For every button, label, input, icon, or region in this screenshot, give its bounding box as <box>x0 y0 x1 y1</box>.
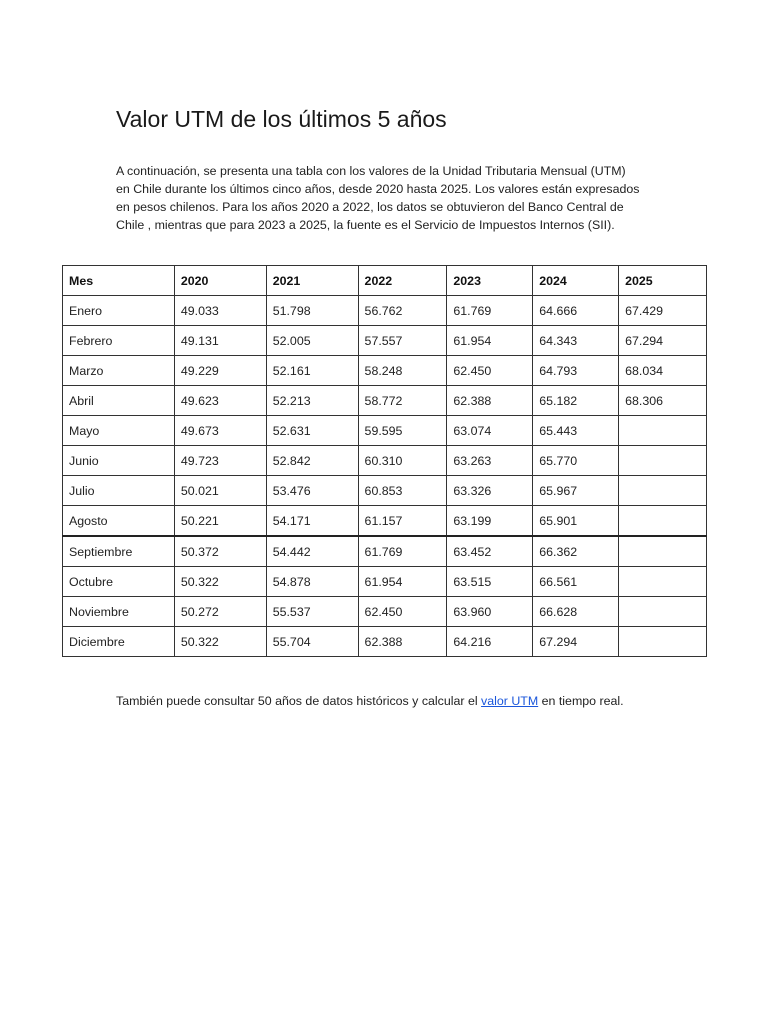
utm-value-cell: 52.842 <box>266 446 358 476</box>
utm-value-cell: 49.229 <box>174 356 266 386</box>
utm-value-cell <box>619 597 707 627</box>
utm-value-cell: 51.798 <box>266 296 358 326</box>
header-2025: 2025 <box>619 266 707 296</box>
table-row <box>63 506 707 537</box>
utm-value-cell: 52.161 <box>266 356 358 386</box>
utm-value-cell: 52.005 <box>266 326 358 356</box>
header-2024: 2024 <box>533 266 619 296</box>
utm-value-cell <box>619 446 707 476</box>
utm-values-table <box>62 265 707 657</box>
utm-value-cell: 54.878 <box>266 567 358 597</box>
header-2023: 2023 <box>447 266 533 296</box>
utm-value-cell: 65.967 <box>533 476 619 506</box>
utm-value-cell: 50.372 <box>174 536 266 567</box>
table-row <box>63 296 707 326</box>
utm-value-cell: 64.793 <box>533 356 619 386</box>
utm-value-cell: 64.666 <box>533 296 619 326</box>
header-mes: Mes <box>63 266 175 296</box>
table-header-row <box>63 266 707 296</box>
month-cell: Diciembre <box>63 627 175 657</box>
month-cell: Marzo <box>63 356 175 386</box>
utm-value-cell: 65.182 <box>533 386 619 416</box>
utm-value-cell: 58.772 <box>358 386 447 416</box>
table-row <box>63 536 707 567</box>
intro-line: en Chile durante los últimos cinco años, desde 2020 hasta 2025. Los valores están expresados <box>116 182 640 196</box>
utm-value-cell: 49.131 <box>174 326 266 356</box>
month-cell: Mayo <box>63 416 175 446</box>
utm-value-cell: 66.362 <box>533 536 619 567</box>
utm-value-cell: 61.157 <box>358 506 447 537</box>
table-row <box>63 476 707 506</box>
utm-value-cell: 62.388 <box>358 627 447 657</box>
utm-value-cell: 50.272 <box>174 597 266 627</box>
table-row <box>63 386 707 416</box>
utm-value-cell: 63.199 <box>447 506 533 537</box>
utm-value-cell: 68.034 <box>619 356 707 386</box>
utm-value-cell: 62.388 <box>447 386 533 416</box>
table-row <box>63 567 707 597</box>
utm-value-cell: 63.074 <box>447 416 533 446</box>
month-cell: Octubre <box>63 567 175 597</box>
utm-value-cell: 52.213 <box>266 386 358 416</box>
utm-value-cell: 65.901 <box>533 506 619 537</box>
utm-value-cell: 66.561 <box>533 567 619 597</box>
footer-text-after: en tiempo real. <box>538 694 624 708</box>
utm-value-cell: 49.723 <box>174 446 266 476</box>
utm-value-cell: 56.762 <box>358 296 447 326</box>
utm-value-cell: 50.322 <box>174 627 266 657</box>
utm-value-cell: 61.954 <box>358 567 447 597</box>
utm-value-cell: 50.221 <box>174 506 266 537</box>
utm-value-cell: 49.033 <box>174 296 266 326</box>
utm-value-cell: 63.452 <box>447 536 533 567</box>
utm-value-cell: 64.216 <box>447 627 533 657</box>
utm-value-cell: 68.306 <box>619 386 707 416</box>
utm-value-cell: 65.770 <box>533 446 619 476</box>
utm-value-cell: 54.171 <box>266 506 358 537</box>
utm-value-cell: 59.595 <box>358 416 447 446</box>
footer-note <box>116 694 624 708</box>
utm-value-cell: 49.673 <box>174 416 266 446</box>
month-cell: Enero <box>63 296 175 326</box>
month-cell: Septiembre <box>63 536 175 567</box>
utm-value-cell: 57.557 <box>358 326 447 356</box>
header-2021: 2021 <box>266 266 358 296</box>
utm-value-cell: 49.623 <box>174 386 266 416</box>
utm-value-cell: 50.021 <box>174 476 266 506</box>
intro-line: A continuación, se presenta una tabla con los valores de la Unidad Tributaria Mensual (UTM) <box>116 164 626 178</box>
utm-value-cell: 63.263 <box>447 446 533 476</box>
utm-value-cell: 62.450 <box>447 356 533 386</box>
utm-value-cell: 54.442 <box>266 536 358 567</box>
table-row <box>63 326 707 356</box>
table-row <box>63 356 707 386</box>
intro-paragraph <box>116 162 656 234</box>
utm-value-cell: 55.704 <box>266 627 358 657</box>
page-title: Valor UTM de los últimos 5 años <box>116 106 447 132</box>
utm-value-cell: 50.322 <box>174 567 266 597</box>
utm-value-cell: 61.954 <box>447 326 533 356</box>
utm-value-cell: 55.537 <box>266 597 358 627</box>
utm-value-cell: 64.343 <box>533 326 619 356</box>
utm-value-cell <box>619 506 707 537</box>
intro-line: Chile , mientras que para 2023 a 2025, la fuente es el Servicio de Impuestos Internos (SII). <box>116 218 615 232</box>
month-cell: Agosto <box>63 506 175 537</box>
utm-value-cell: 62.450 <box>358 597 447 627</box>
utm-value-cell: 67.294 <box>533 627 619 657</box>
utm-value-cell: 61.769 <box>447 296 533 326</box>
footer-text-before: También puede consultar 50 años de datos históricos y calcular el <box>116 694 482 708</box>
utm-value-cell: 60.310 <box>358 446 447 476</box>
valor-utm-link[interactable]: valor UTM <box>481 694 539 708</box>
month-cell: Julio <box>63 476 175 506</box>
utm-value-cell: 66.628 <box>533 597 619 627</box>
utm-value-cell: 67.294 <box>619 326 707 356</box>
table-body <box>63 296 707 657</box>
utm-value-cell <box>619 476 707 506</box>
utm-value-cell: 63.515 <box>447 567 533 597</box>
utm-value-cell: 60.853 <box>358 476 447 506</box>
table-row <box>63 416 707 446</box>
month-cell: Noviembre <box>63 597 175 627</box>
table-row <box>63 597 707 627</box>
utm-value-cell: 61.769 <box>358 536 447 567</box>
month-cell: Abril <box>63 386 175 416</box>
utm-value-cell: 58.248 <box>358 356 447 386</box>
utm-value-cell <box>619 536 707 567</box>
utm-value-cell: 65.443 <box>533 416 619 446</box>
table-row <box>63 446 707 476</box>
utm-value-cell: 63.326 <box>447 476 533 506</box>
utm-value-cell: 67.429 <box>619 296 707 326</box>
header-2020: 2020 <box>174 266 266 296</box>
utm-value-cell: 53.476 <box>266 476 358 506</box>
utm-value-cell: 52.631 <box>266 416 358 446</box>
utm-value-cell <box>619 627 707 657</box>
month-cell: Febrero <box>63 326 175 356</box>
intro-line: en pesos chilenos. Para los años 2020 a 2022, los datos se obtuvieron del Banco Central de <box>116 200 624 214</box>
utm-value-cell <box>619 567 707 597</box>
utm-value-cell: 63.960 <box>447 597 533 627</box>
header-2022: 2022 <box>358 266 447 296</box>
month-cell: Junio <box>63 446 175 476</box>
utm-value-cell <box>619 416 707 446</box>
table-row <box>63 627 707 657</box>
